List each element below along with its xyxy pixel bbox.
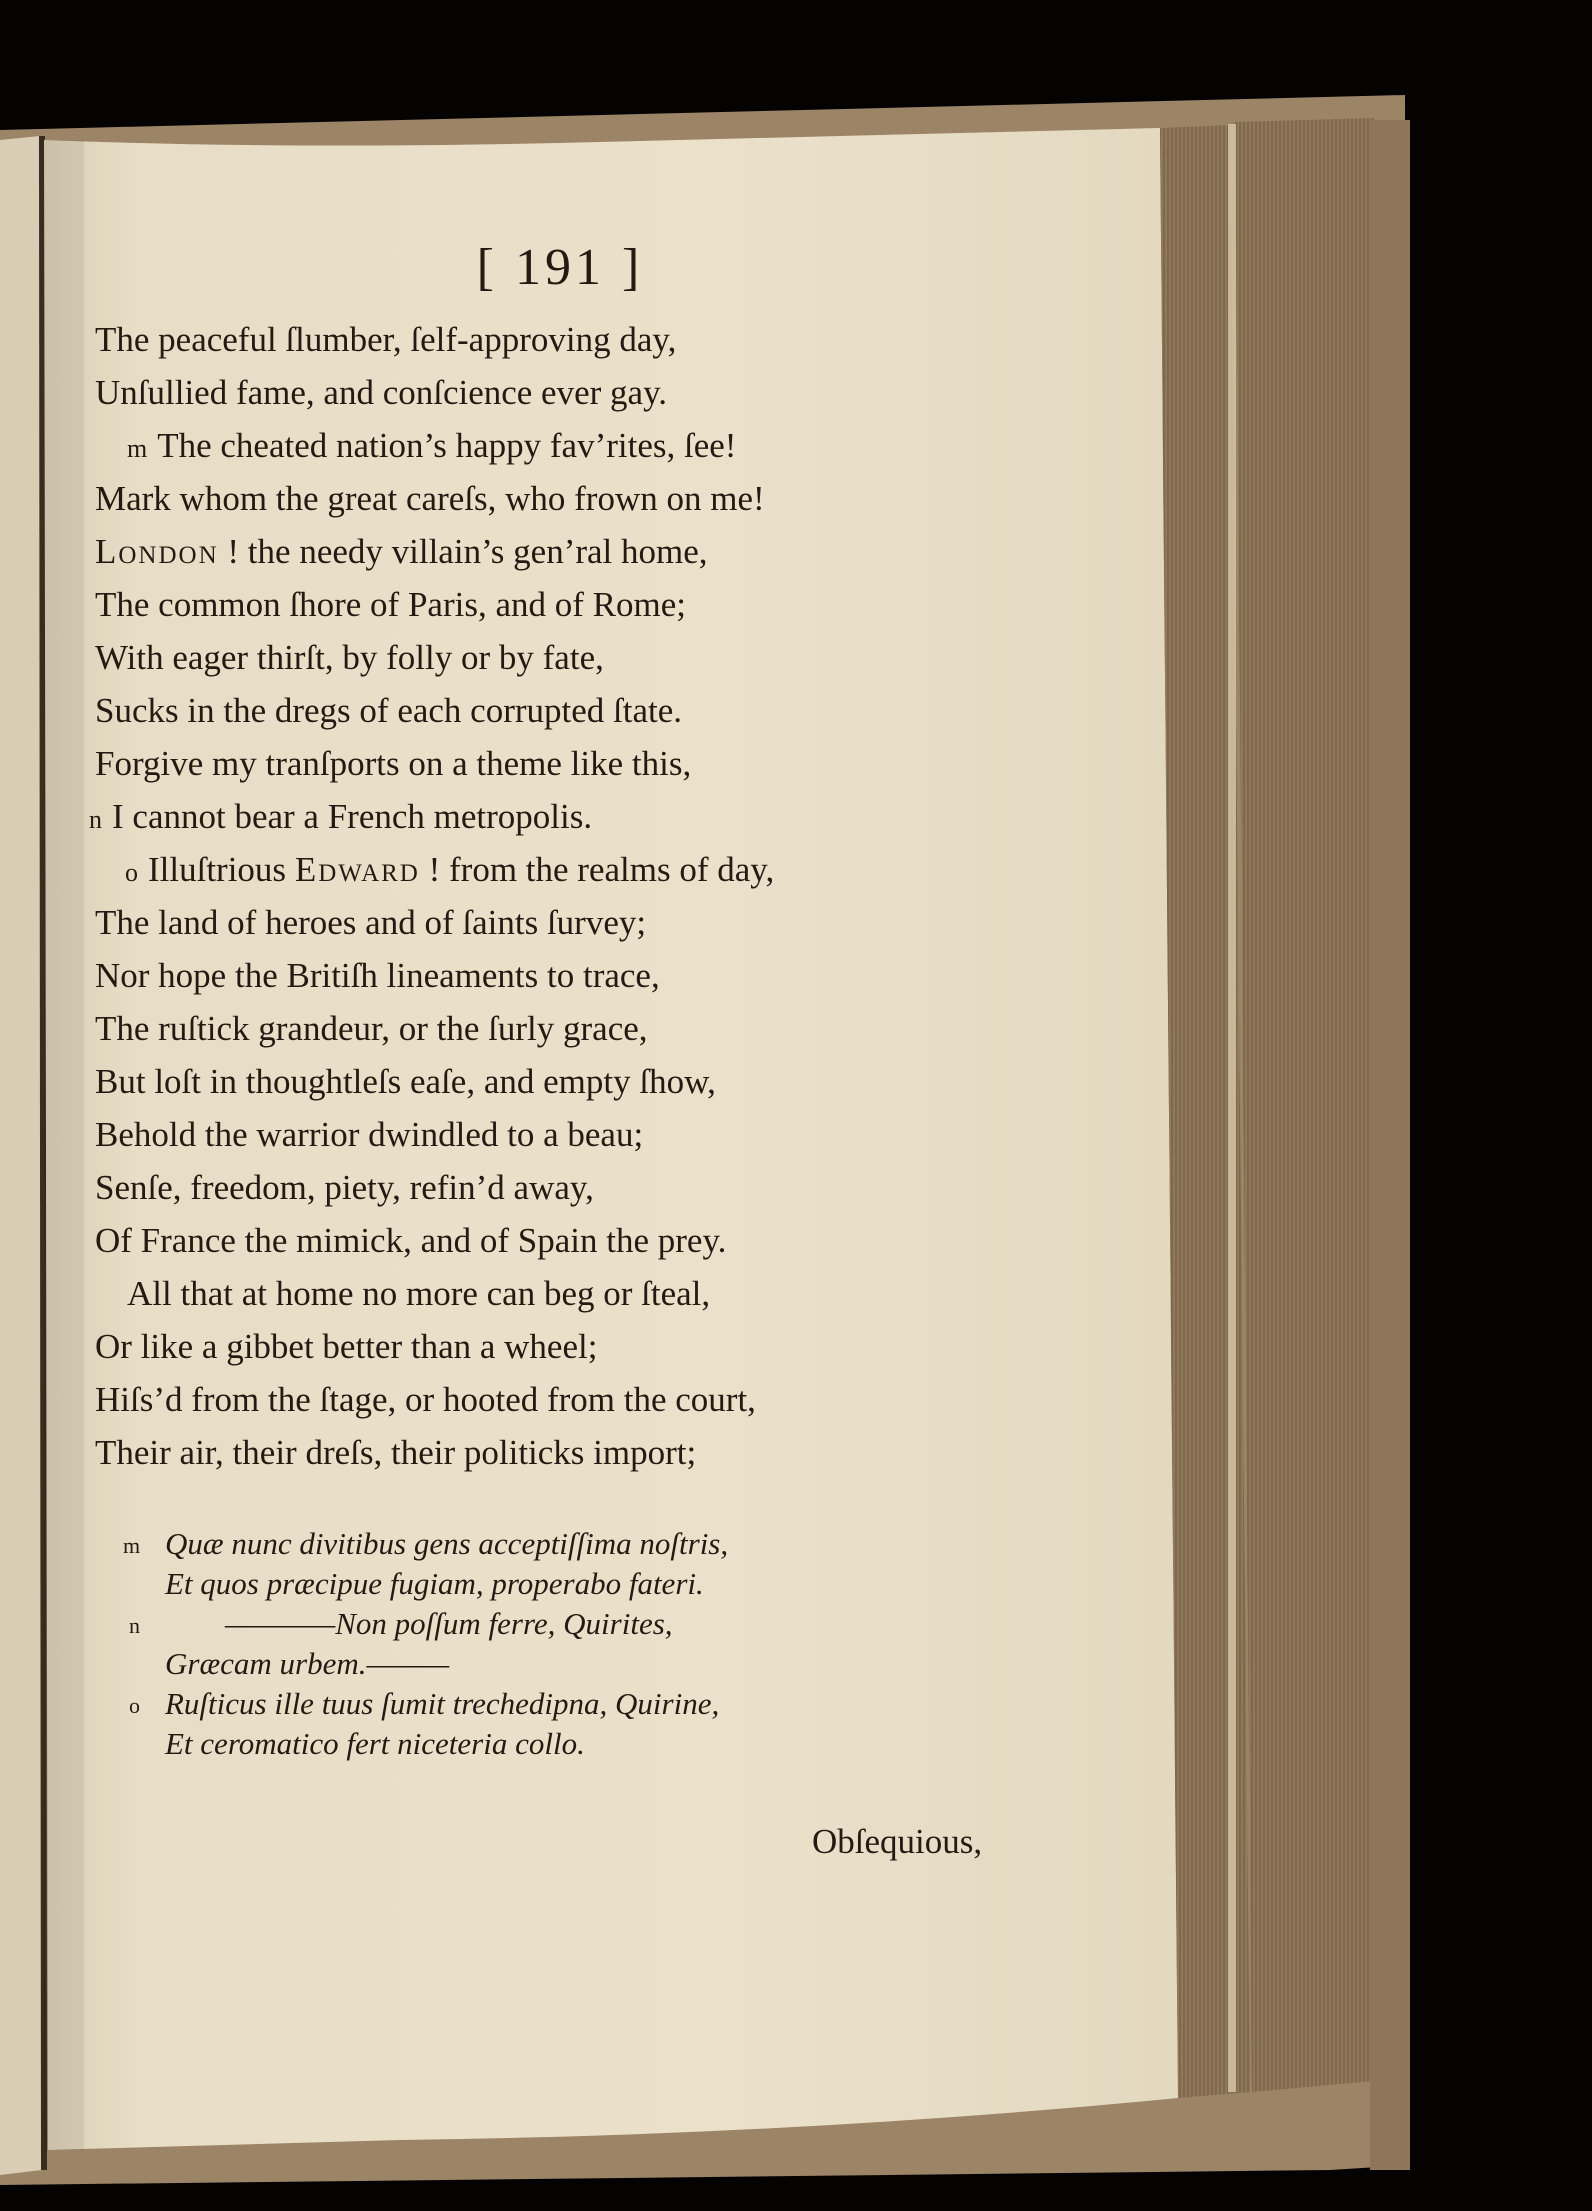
verse-line-8: Sucks in the dregs of each corrupted ſtate. [95, 691, 683, 730]
verse-text: I cannot bear a French metropolis. [112, 797, 593, 836]
verse-line-21: Hiſs’d from the ſtage, or hooted from the court, [95, 1380, 756, 1419]
catchword: Obſequious, [812, 1822, 983, 1861]
verse-line-15: But loſt in thoughtleſs eaſe, and empty ſhow, [95, 1062, 716, 1101]
note-reference-m: m [127, 434, 148, 463]
footnote-n-line-1: ————Non poſſum ferre, Quirites, [225, 1606, 673, 1641]
small-caps-word: Edward [294, 850, 420, 889]
note-reference-o: o [125, 858, 138, 887]
footnote-o-line-1: Ruſticus ille tuus ſumit trechedipna, Quirine, [165, 1686, 720, 1721]
verse-line-7: With eager thirſt, by folly or by fate, [95, 638, 604, 677]
footnote-mark-m: m [123, 1533, 141, 1558]
verse-line-1: The peaceful ſlumber, ſelf-approving day, [95, 320, 677, 359]
verse-line-20: Or like a gibbet better than a wheel; [95, 1327, 598, 1366]
small-caps-word: London [95, 532, 219, 571]
note-reference-n: n [89, 805, 102, 834]
verse-line-9: Forgive my tranſports on a theme like this, [95, 744, 692, 783]
page-number: [ 191 ] [476, 239, 644, 296]
verse-line-11 [125, 848, 774, 895]
verse-line-13: Nor hope the Britiſh lineaments to trace, [95, 956, 660, 995]
verse-text: The cheated nation’s happy fav’rites, ſee! [157, 426, 737, 465]
verse-line-3 [127, 424, 736, 471]
footnote-mark-n: n [129, 1613, 140, 1638]
footnote-mark-o: o [129, 1693, 140, 1718]
footnote-m-line-2: Et quos præcipue fugiam, properabo fateri. [165, 1566, 704, 1601]
verse-line-6: The common ſhore of Paris, and of Rome; [95, 585, 686, 624]
verse-line-19: All that at home no more can beg or ſteal, [127, 1274, 711, 1313]
verse-line-16: Behold the warrior dwindled to a beau; [95, 1115, 644, 1154]
verse-line-5 [95, 530, 708, 574]
verse-line-12: The land of heroes and of ſaints ſurvey; [95, 903, 647, 942]
verse-line-10 [89, 795, 592, 842]
verse-line-22: Their air, their dreſs, their politicks import; [95, 1433, 697, 1472]
footnote-n-line-2: Græcam urbem.——— [165, 1646, 450, 1681]
footnote-m-line-1: Quæ nunc divitibus gens acceptiſſima noſtris, [165, 1526, 729, 1561]
footnote-o-line-2: Et ceromatico fert niceteria collo. [165, 1726, 585, 1761]
verse-line-4: Mark whom the great careſs, who frown on me! [95, 479, 765, 518]
verse-line-2: Unſullied fame, and conſcience ever gay. [95, 373, 668, 412]
verse-line-14: The ruſtick grandeur, or the ſurly grace, [95, 1009, 648, 1048]
verse-text: Illuſtrious [148, 850, 287, 889]
verse-text: ! from the realms of day, [428, 850, 775, 889]
verse-line-17: Senſe, freedom, piety, refin’d away, [95, 1168, 594, 1207]
verse-text: ! the needy villain’s gen’ral home, [227, 532, 708, 571]
verse-line-18: Of France the mimick, and of Spain the prey. [95, 1221, 727, 1260]
